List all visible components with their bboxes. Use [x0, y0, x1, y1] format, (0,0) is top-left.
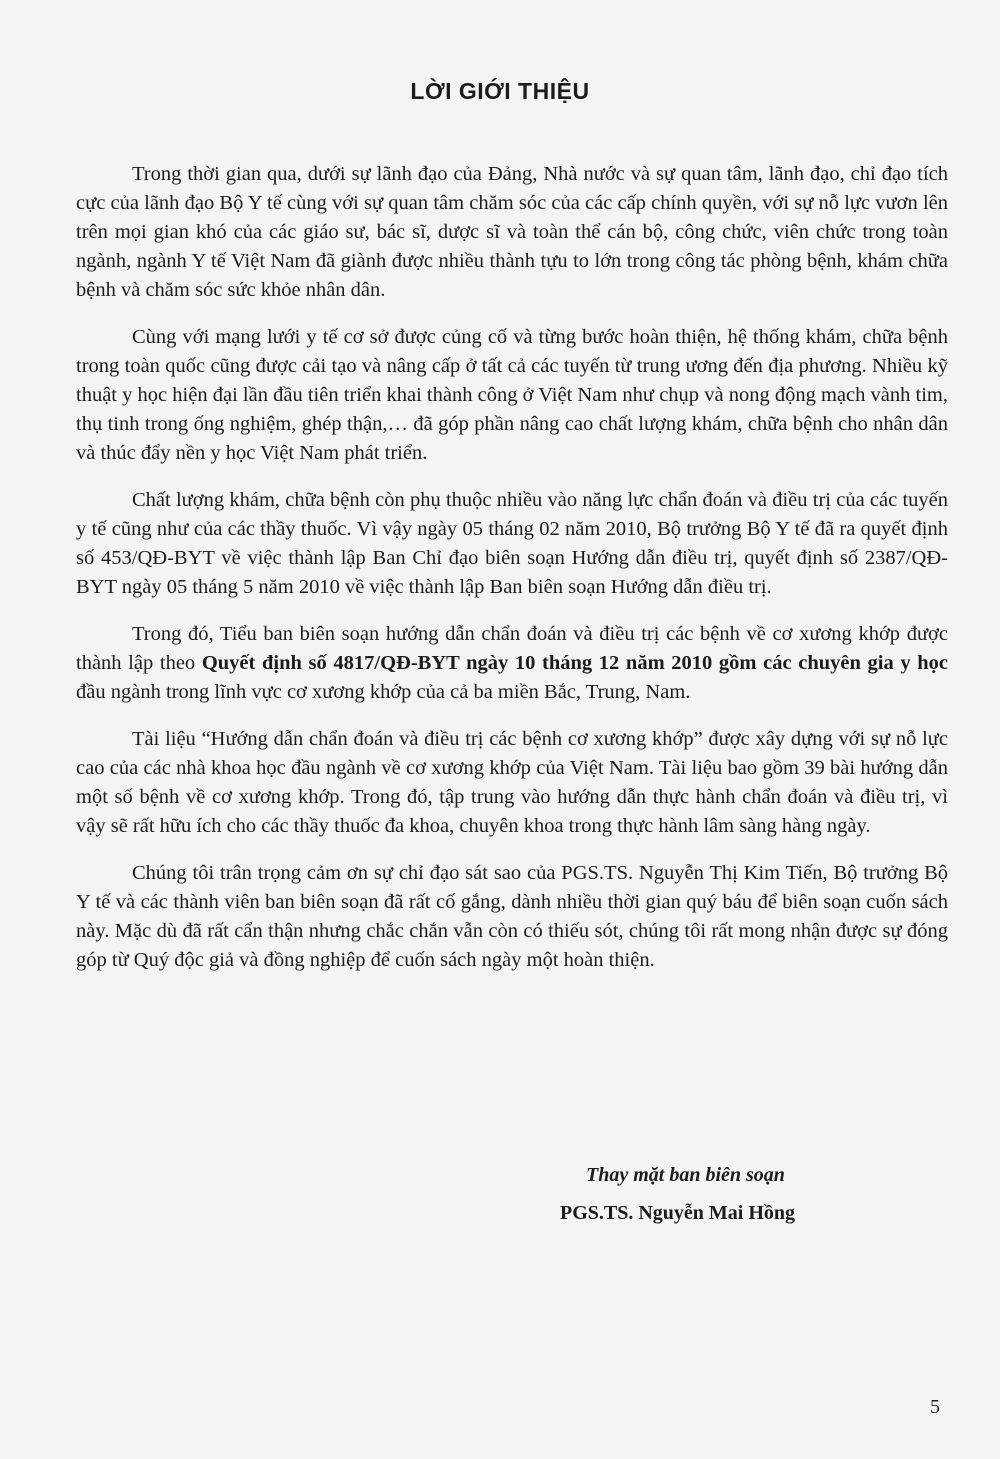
paragraph-text: Tài liệu “Hướng dẫn chẩn đoán và điều trị các bệnh cơ xương khớp” được xây dựng với sự nỗ lực cao của các nhà khoa học đầu ngành về cơ xương khớp của Việt Nam. Tài liệu bao gồm 39 bài hướng dẫn một số bệnh về cơ xương khớp. Trong đó, tập trung vào hướng dẫn thực hành chẩn đoán và điều trị, vì vậy sẽ rất hữu ích cho các thầy thuốc đa khoa, chuyên khoa trong thực hành lâm sàng hàng ngày. — [76, 728, 948, 837]
signature-name: PGS.TS. Nguyễn Mai Hồng — [560, 1202, 796, 1224]
paragraph-text: Trong đó, Tiểu ban biên soạn hướng dẫn chẩn đoán và điều trị các bệnh về cơ xương khớp được thành lập theo — [76, 623, 948, 674]
paragraph-4 — [76, 620, 948, 707]
paragraph-text: Chất lượng khám, chữa bệnh còn phụ thuộc nhiều vào năng lực chẩn đoán và điều trị của các tuyến y tế cũng như của các thầy thuốc. Vì vậy ngày 05 tháng 02 năm 2010, Bộ trưởng Bộ Y tế đã ra quyết định số 453/QĐ-BYT về việc thành lập Ban Chỉ đạo biên soạn Hướng dẫn điều trị, quyết định số 2387/QĐ-BYT ngày 05 tháng 5 năm 2010 về việc thành lập Ban biên soạn Hướng dẫn điều trị. — [76, 489, 948, 598]
page-number: 5 — [930, 1396, 940, 1418]
body-text — [76, 160, 948, 993]
paragraph-text-continued: đầu ngành trong lĩnh vực cơ xương khớp của cả ba miền Bắc, Trung, Nam. — [76, 681, 691, 703]
paragraph-2 — [76, 323, 948, 468]
paragraph-text: Chúng tôi trân trọng cảm ơn sự chỉ đạo sát sao của PGS.TS. Nguyễn Thị Kim Tiến, Bộ trưởng Bộ Y tế và các thành viên ban biên soạn đã rất cố gắng, dành nhiều thời gian quý báu để biên soạn cuốn sách này. Mặc dù đã rất cẩn thận nhưng chắc chắn vẫn còn có thiếu sót, chúng tôi rất mong nhận được sự đóng góp từ Quý độc giả và đồng nghiệp để cuốn sách ngày một hoàn thiện. — [76, 862, 948, 971]
paragraph-text: Trong thời gian qua, dưới sự lãnh đạo của Đảng, Nhà nước và sự quan tâm, lãnh đạo, chỉ đạo tích cực của lãnh đạo Bộ Y tế cùng với sự quan tâm chăm sóc của các cấp chính quyền, với sự nỗ lực vươn lên trên mọi gian khó của các giáo sư, bác sĩ, dược sĩ và toàn thể cán bộ, công chức, viên chức trong toàn ngành, ngành Y tế Việt Nam đã giành được nhiều thành tựu to lớn trong công tác phòng bệnh, khám chữa bệnh và chăm sóc sức khỏe nhân dân. — [76, 163, 948, 301]
paragraph-text: Cùng với mạng lưới y tế cơ sở được củng cố và từng bước hoàn thiện, hệ thống khám, chữa bệnh trong toàn quốc cũng được cải tạo và nâng cấp ở tất cả các tuyến từ trung ương đến địa phương. Nhiều kỹ thuật y học hiện đại lần đầu tiên triển khai thành công ở Việt Nam như chụp và nong động mạch vành tim, thụ tinh trong ống nghiệm, ghép thận,… đã góp phần nâng cao chất lượng khám, chữa bệnh cho nhân dân và thúc đẩy nền y học Việt Nam phát triển. — [76, 326, 948, 464]
paragraph-bold-text: Quyết định số 4817/QĐ-BYT ngày 10 tháng 12 năm 2010 gồm các chuyên gia y học — [201, 652, 948, 674]
paragraph-6 — [76, 859, 948, 975]
page-title: LỜI GIỚI THIỆU — [410, 78, 590, 104]
signature-role: Thay mặt ban biên soạn — [586, 1164, 785, 1186]
signature-block — [560, 1160, 880, 1228]
paragraph-1 — [76, 160, 948, 305]
paragraph-5 — [76, 725, 948, 841]
paragraph-3 — [76, 486, 948, 602]
